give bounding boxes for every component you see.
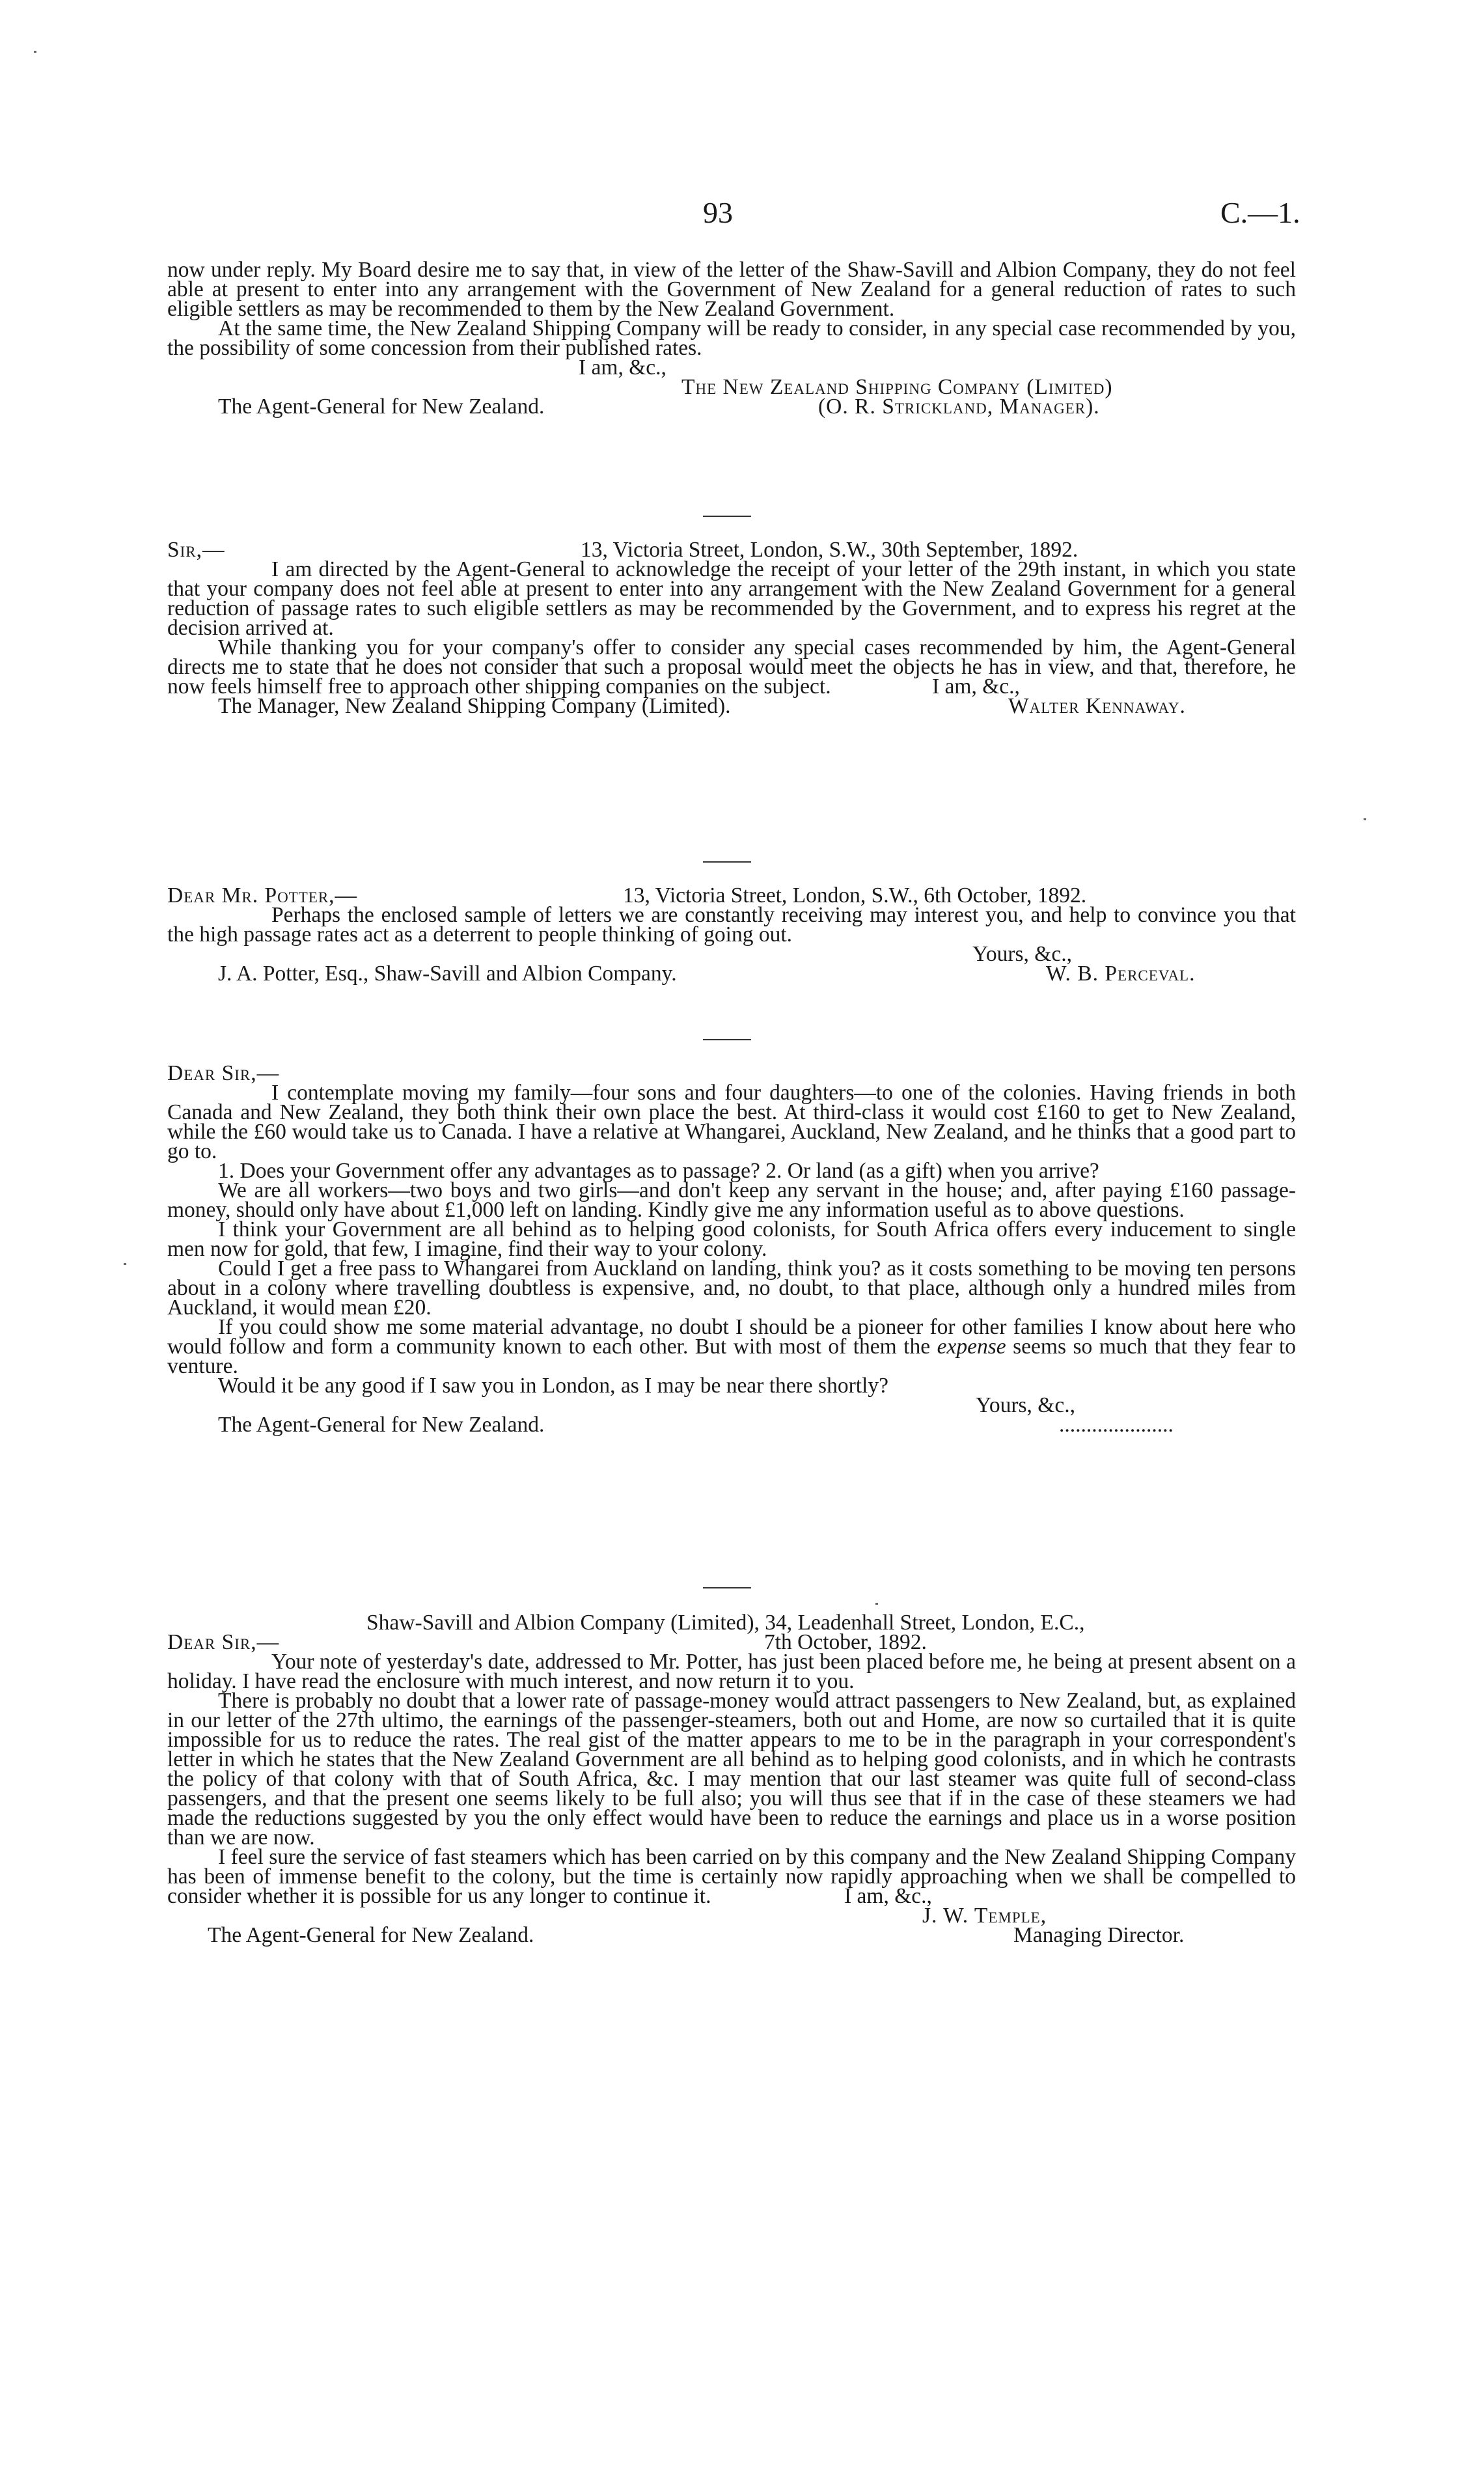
separator-rule (703, 1587, 751, 1588)
letter-shaw-savill-reply (167, 1613, 1296, 1945)
letter5-paragraph-1: Your note of yesterday's date, addressed to Mr. Potter, has just been placed before me, he being at present absent on a holiday. I have read the enclosure with much interest, and now return it to you. (167, 1650, 1296, 1693)
letter3-salutation: Dear Mr. Potter,— (167, 883, 358, 908)
letter5-paragraph-3: I feel sure the service of fast steamers which has been carried on by this company and the New Zealand Shipping Company has been of immense benefit to the colony, but the time is certainly now rapidly approaching when we shall be compelled to consider whether it is possible for us any longer to continue it. (167, 1845, 1296, 1908)
separator-rule (703, 861, 751, 863)
letter4-paragraph-5: Could I get a free pass to Whangarei from Auckland on landing, think you? as it costs something to be moving ten persons about in a colony where travelling doubtless is expensive, and, no doubt, to that place, although only a hundred miles from Auckland, it would mean £20. (167, 1256, 1296, 1320)
letter2-paragraph-1: I am directed by the Agent-General to acknowledge the receipt of your letter of the 29th instant, in which you state that your company does not feel able at present to enter into any arrangement with the New Zealand Government for a general reduction of passage rates to such eligible settlers as may be recommended by the Government, and to express his regret at the decision arrived at. (167, 557, 1296, 640)
letter1-addressee: The Agent-General for New Zealand. (218, 395, 545, 419)
letter5-signature-name: J. W. Temple, (922, 1904, 1047, 1928)
scan-speck (1364, 818, 1366, 820)
letter5-address: Shaw-Savill and Albion Company (Limited), 34, Leadenhall Street, London, E.C., (366, 1611, 1085, 1635)
letter1-signature-name: (O. R. Strickland, Manager). (818, 395, 1100, 419)
letter1-paragraph-2: At the same time, the New Zealand Shipping Company will be ready to consider, in any special case recommended by you, the possibility of some concession from their published rates. (167, 316, 1296, 360)
letter4-paragraph-3: We are all workers—two boys and two girls—and don't keep any servant in the house; and, after paying £160 passage-money, should only have about £1,000 left on landing. Kindly give me any information useful as to above questions. (167, 1178, 1296, 1222)
letter5-closing: I am, &c., (844, 1884, 932, 1908)
page-number: 93 (703, 196, 733, 229)
letter4-salutation: Dear Sir,— (167, 1061, 280, 1085)
letter2-closing: I am, &c., (932, 674, 1020, 699)
emphasis-expense: expense (937, 1335, 1006, 1359)
letter1-closing: I am, &c., (579, 355, 666, 380)
separator-rule (703, 1039, 751, 1040)
letter2-signature: Walter Kennaway. (1008, 694, 1186, 718)
letter2-address-date: 13, Victoria Street, London, S.W., 30th September, 1892. (581, 538, 1079, 562)
letter5-signature-title: Managing Director. (1013, 1923, 1185, 1947)
letter5-addressee: The Agent-General for New Zealand. (208, 1923, 534, 1947)
letter-new-zealand-shipping-company (167, 260, 1296, 417)
letter4-paragraph-4: I think your Government are all behind as to helping good colonists, for South Africa offers every inducement to single men now for gold, that few, I imagine, find their way to your colony. (167, 1217, 1296, 1261)
letter3-closing: Yours, &c., (972, 942, 1072, 966)
separator-rule (703, 516, 751, 517)
letter1-signature-company: The New Zealand Shipping Company (Limited) (681, 375, 1113, 399)
scan-speck (124, 1263, 126, 1265)
letter-dear-mr-potter (167, 883, 1296, 986)
letter2-paragraph-2: While thanking you for your company's offer to consider any special cases recommended by him, the Agent-General directs me to state that he does not consider that such a proposal would meet the objects he has in view, and that, therefore, he now feels himself free to approach other shipping companies on the subject. (167, 635, 1296, 699)
letter-agent-general-30-september (167, 540, 1296, 716)
letter-enclosed-sample (167, 1061, 1297, 1437)
letter2-addressee: The Manager, New Zealand Shipping Company (Limited). (218, 694, 731, 718)
document-code: C.—1. (1220, 196, 1300, 229)
letter5-salutation: Dear Sir,— (167, 1630, 280, 1654)
letter4-paragraph-2: 1. Does your Government offer any advantages as to passage? 2. Or land (as a gift) when you arrive? (218, 1159, 1099, 1183)
letter3-paragraph-1: Perhaps the enclosed sample of letters we are constantly receiving may interest you, and help to convince you that the high passage rates act as a deterrent to people thinking of going out. (167, 903, 1296, 947)
letter3-addressee: J. A. Potter, Esq., Shaw-Savill and Albion Company. (218, 962, 677, 986)
scan-speck (34, 51, 36, 53)
letter5-date: 7th October, 1892. (764, 1630, 927, 1654)
letter4-paragraph-6: If you could show me some material advantage, no doubt I should be a pioneer for other families I know about here who would follow and form a community known to each other. But with most of them the expense seems so much that they fear to venture. (167, 1315, 1297, 1378)
letter4-addressee: The Agent-General for New Zealand. (218, 1413, 545, 1437)
letter3-address-date: 13, Victoria Street, London, S.W., 6th October, 1892. (623, 883, 1087, 908)
letter2-salutation: Sir,— (167, 538, 225, 562)
letter4-paragraph-1: I contemplate moving my family—four sons and four daughters—to one of the colonies. Having friends in both Canada and New Zealand, they both think their own place the best. At third-class it would cost £160 to get to New Zealand, while the £60 would take us to Canada. I have a relative at Whangarei, Auckland, New Zealand, and he thinks that a good part to go to. (167, 1081, 1296, 1163)
letter3-signature: W. B. Perceval. (1046, 962, 1196, 986)
letter4-signature: ..................... (1059, 1413, 1174, 1437)
scan-speck (875, 1603, 878, 1605)
letter4-paragraph-7: Would it be any good if I saw you in London, as I may be near there shortly? (218, 1374, 888, 1398)
letter4-closing: Yours, &c., (976, 1393, 1075, 1417)
letter1-paragraph-1: now under reply. My Board desire me to say that, in view of the letter of the Shaw-Savill and Albion Company, they do not feel able at present to enter into any arrangement with the Government of New Zealand for a general reduction of rates to such eligible settlers as may be recommended to them by the New Zealand Government. (167, 258, 1296, 321)
letter5-paragraph-2: There is probably no doubt that a lower rate of passage-money would attract passengers to New Zealand, but, as explained in our letter of the 27th ultimo, the earnings of the passenger-steamers, both out and Home, are now so curtailed that it is quite impossible for us to reduce the rates. The real gist of the matter appears to me to be in the paragraph in your correspondent's letter in which he states that the New Zealand Government are all behind as to helping good colonists, and in which he contrasts the policy of that colony with that of South Africa, &c. I may mention that our last steamer was quite full of second-class passengers, and that the present one seems likely to be full also; you will thus see that if in the case of these steamers we had made the reductions suggested by you the only effect would have been to reduce the earnings and place us in a worse position than we are now. (167, 1689, 1296, 1850)
